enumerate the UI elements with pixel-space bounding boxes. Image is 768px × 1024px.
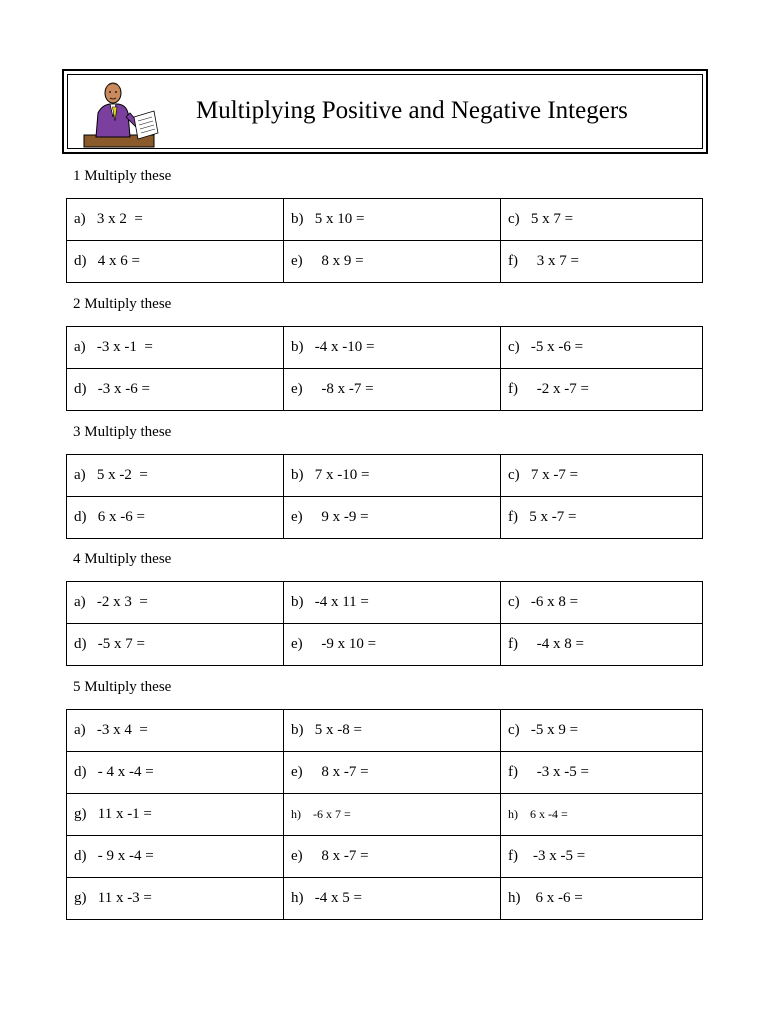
section-1-table: [66, 198, 703, 283]
problem-cell: c) -6 x 8 =: [501, 582, 703, 624]
table-row: [67, 327, 703, 369]
problem-cell: e) -9 x 10 =: [284, 624, 501, 666]
section-5-label: 5 Multiply these: [73, 679, 172, 695]
problem-cell: e) 8 x -7 =: [284, 836, 501, 878]
problem-cell: g) 11 x -1 =: [67, 794, 284, 836]
problem-cell: c) 7 x -7 =: [501, 455, 703, 497]
problem-cell: b) 5 x 10 =: [284, 199, 501, 241]
problem-cell: f) -3 x -5 =: [501, 836, 703, 878]
problem-cell: d) -3 x -6 =: [67, 369, 284, 411]
section-3-table: [66, 454, 703, 539]
section-2-table: [66, 326, 703, 411]
table-row: [67, 878, 703, 920]
problem-cell: d) - 4 x -4 =: [67, 752, 284, 794]
table-row: [67, 794, 703, 836]
table-row: [67, 497, 703, 539]
problem-cell: d) 6 x -6 =: [67, 497, 284, 539]
problem-cell: a) 3 x 2 =: [67, 199, 284, 241]
problem-cell: e) 8 x 9 =: [284, 241, 501, 283]
table-row: [67, 241, 703, 283]
section-1-label: 1 Multiply these: [73, 168, 172, 184]
problem-cell: a) -3 x 4 =: [67, 710, 284, 752]
problem-cell: e) 9 x -9 =: [284, 497, 501, 539]
problem-cell: e) -8 x -7 =: [284, 369, 501, 411]
section-4-label: 4 Multiply these: [73, 551, 172, 567]
table-row: [67, 199, 703, 241]
problem-cell: h) -6 x 7 =: [284, 794, 501, 836]
problem-cell: f) 3 x 7 =: [501, 241, 703, 283]
problem-cell: a) -3 x -1 =: [67, 327, 284, 369]
teacher-at-desk-illustration: [82, 77, 162, 149]
problem-cell: c) 5 x 7 =: [501, 199, 703, 241]
problem-cell: c) -5 x -6 =: [501, 327, 703, 369]
problem-cell: h) -4 x 5 =: [284, 878, 501, 920]
problem-cell: b) 7 x -10 =: [284, 455, 501, 497]
table-row: [67, 369, 703, 411]
problem-cell: e) 8 x -7 =: [284, 752, 501, 794]
worksheet-title: Multiplying Positive and Negative Integers: [196, 97, 628, 124]
problem-cell: g) 11 x -3 =: [67, 878, 284, 920]
section-2-label: 2 Multiply these: [73, 296, 172, 312]
worksheet-header: [62, 69, 708, 154]
table-row: [67, 752, 703, 794]
section-5-table: [66, 709, 703, 920]
table-row: [67, 710, 703, 752]
section-4-table: [66, 581, 703, 666]
problem-cell: a) 5 x -2 =: [67, 455, 284, 497]
problem-cell: f) 5 x -7 =: [501, 497, 703, 539]
problem-cell: c) -5 x 9 =: [501, 710, 703, 752]
problem-cell: d) 4 x 6 =: [67, 241, 284, 283]
section-3-label: 3 Multiply these: [73, 424, 172, 440]
problem-cell: b) -4 x -10 =: [284, 327, 501, 369]
problem-cell: b) 5 x -8 =: [284, 710, 501, 752]
problem-cell: h) 6 x -4 =: [501, 794, 703, 836]
problem-cell: b) -4 x 11 =: [284, 582, 501, 624]
problem-cell: f) -2 x -7 =: [501, 369, 703, 411]
table-row: [67, 624, 703, 666]
problem-cell: f) -4 x 8 =: [501, 624, 703, 666]
header-inner-frame: [67, 74, 703, 149]
problem-cell: d) - 9 x -4 =: [67, 836, 284, 878]
table-row: [67, 582, 703, 624]
table-row: [67, 836, 703, 878]
table-row: [67, 455, 703, 497]
problem-cell: h) 6 x -6 =: [501, 878, 703, 920]
problem-cell: a) -2 x 3 =: [67, 582, 284, 624]
problem-cell: f) -3 x -5 =: [501, 752, 703, 794]
problem-cell: d) -5 x 7 =: [67, 624, 284, 666]
